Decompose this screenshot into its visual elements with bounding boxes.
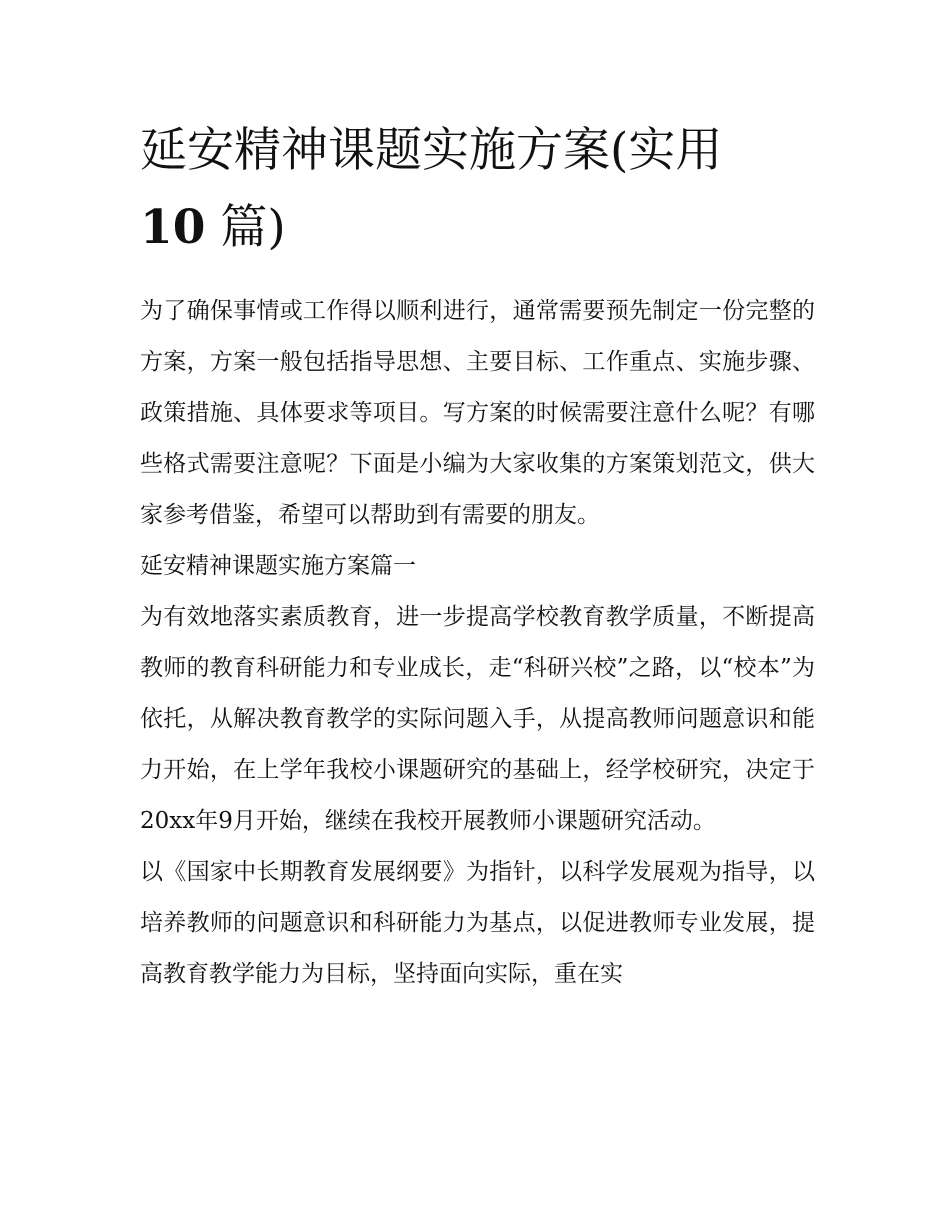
- intro-paragraph: 为了确保事情或工作得以顺利进行，通常需要预先制定一份完整的方案，方案一般包括指导思想、主要目标、工作重点、实施步骤、政策措施、具体要求等项目。写方案的时候需要注意什么呢？有哪些格式需要注意呢？下面是小编为大家收集的方案策划范文，供大家参考借鉴，希望可以帮助到有需要的朋友。: [140, 298, 815, 528]
- document-page: [140, 112, 815, 1000]
- title-end: 篇): [220, 200, 286, 255]
- body-paragraph-1: 为有效地落实素质教育，进一步提高学校教育教学质量，不断提高教师的教育科研能力和专业成长，走“科研兴校”之路，以“校本”为依托，从解决教育教学的实际问题入手，从提高教师问题意识和能力开始，在上学年我校小课题研究的基础上，经学校研究，决定于20xx年9月开始，继续在我校开展教师小课题研究活动。: [140, 604, 815, 834]
- title-number: 10: [140, 200, 206, 255]
- title-main: 延安精神课题实施方案(实用: [140, 123, 723, 178]
- body-paragraph-2: 以《国家中长期教育发展纲要》为指针，以科学发展观为指导，以培养教师的问题意识和科研能力为基点，以促进教师专业发展，提高教育教学能力为目标，坚持面向实际，重在实: [140, 859, 815, 987]
- section-heading-1: 延安精神课题实施方案篇一: [140, 553, 416, 579]
- document-title: [140, 112, 815, 266]
